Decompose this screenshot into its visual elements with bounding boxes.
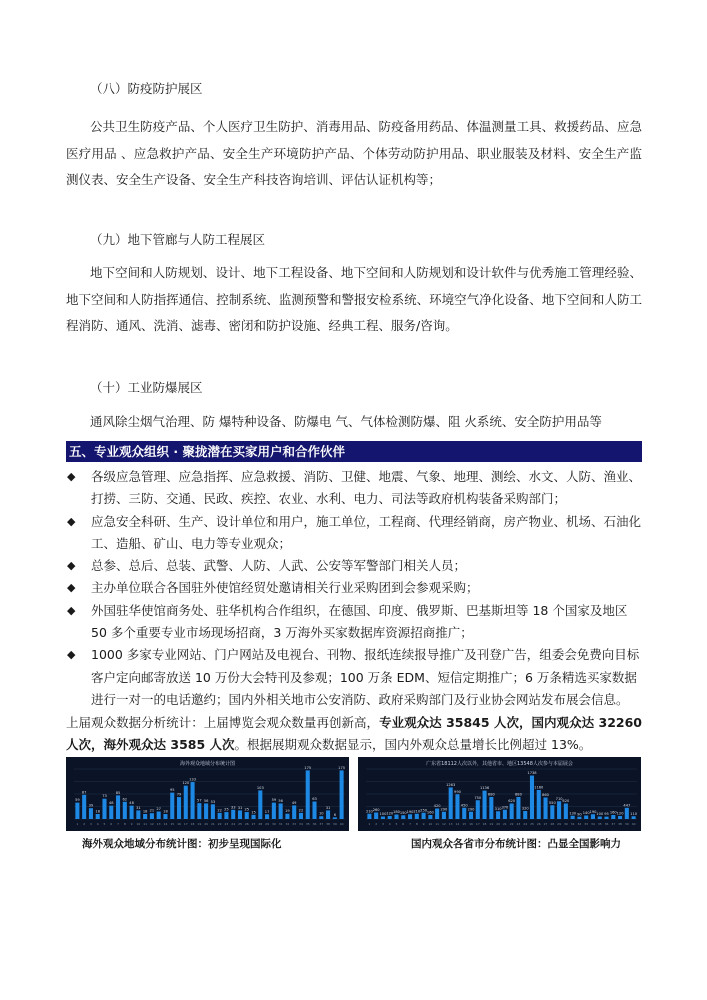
tick-label: 34 xyxy=(299,822,303,826)
chart-bar xyxy=(591,814,595,819)
chart-title: 广东省18112人次以外，其他省市、地区13548人次参与本届展会 xyxy=(426,761,573,767)
chart-bar xyxy=(191,782,195,819)
tick-label: 9 xyxy=(130,822,133,826)
chart-bar xyxy=(96,814,100,819)
data-label: 1136 xyxy=(479,786,490,791)
tick-label: 4 xyxy=(388,822,391,826)
data-label: 1160 xyxy=(534,785,544,790)
chart-bar xyxy=(489,797,493,819)
tick-label: 37 xyxy=(611,822,616,826)
data-label: 160 xyxy=(426,810,434,815)
chart-bar xyxy=(116,795,120,819)
tick-label: 18 xyxy=(190,822,195,826)
chart-bar xyxy=(618,816,622,819)
data-label: 250 xyxy=(420,808,428,813)
data-label: 100 xyxy=(596,812,604,816)
subsection-heading-10: （十）工业防爆展区 xyxy=(90,380,203,395)
data-label: 18 xyxy=(95,809,101,814)
data-label: 310 xyxy=(494,806,502,811)
data-label: 120 xyxy=(616,811,624,816)
chart-bar xyxy=(577,817,581,819)
list-item: ◆ 1000 多家专业网站、门户网站及电视台、刊物、报纸连续报导推广及刊登广告，组委会免费向目标客户定向邮寄放送 10 万份大会特刊及参观；100 万条 EDM、短信定期推广；6 万条精选买家数据进行一对一的电话邀约；国内外相关地市公安消防、政府采购部门及行业协会网站发布展会信息。 xyxy=(66,644,646,711)
chart-bar xyxy=(252,815,256,819)
tick-label: 16 xyxy=(469,822,473,826)
tick-label: 2 xyxy=(375,822,378,826)
chart-bar xyxy=(530,776,534,819)
tick-label: 1 xyxy=(76,822,79,826)
tick-label: 25 xyxy=(238,822,242,826)
chart-bar xyxy=(367,814,371,819)
tick-label: 38 xyxy=(326,822,330,826)
chart-bar xyxy=(523,811,527,819)
data-label: 210 xyxy=(413,809,421,814)
chart-bar xyxy=(102,799,106,819)
tick-label: 31 xyxy=(570,822,575,826)
chart-bar xyxy=(455,794,459,819)
tick-label: 13 xyxy=(448,822,453,826)
data-label: 18 xyxy=(142,809,148,814)
tick-label: 28 xyxy=(258,822,263,826)
data-label: 6 xyxy=(333,812,336,817)
diamond-bullet-icon: ◆ xyxy=(67,581,76,595)
overseas-chart-caption: 海外观众地域分布统计图：初步呈现国际化 xyxy=(82,838,282,850)
chart-bar xyxy=(415,814,419,819)
data-label: 25 xyxy=(224,807,229,812)
data-label: 175 xyxy=(338,765,346,770)
tick-label: 17 xyxy=(475,822,480,826)
chart-bar xyxy=(204,803,208,819)
data-label: 150 xyxy=(399,810,407,815)
tick-label: 23 xyxy=(224,822,229,826)
subsection-text-9: 地下空间和人防规划、设计、地下工程设备、地下空间和人防规划和设计软件与优秀施工管理经验、地下空间和人防指挥通信、控制系统、监测预警和警报安检系统、环境空气净化设备、地下空间和人防工程消防、通风、洗消、滤毒、密闭和防护设施、经典工程、服务/咨询。 xyxy=(66,265,642,333)
domestic-visitor-chart xyxy=(358,757,641,831)
tick-label: 19 xyxy=(489,822,494,826)
tick-label: 14 xyxy=(163,822,168,826)
diamond-bullet-icon: ◆ xyxy=(67,470,76,483)
overseas-chart-svg xyxy=(66,757,349,831)
data-label: 31 xyxy=(136,805,141,810)
tick-label: 8 xyxy=(415,822,418,826)
chart-bar xyxy=(381,817,385,820)
chart-bar xyxy=(75,803,79,819)
tick-label: 39 xyxy=(332,822,337,826)
subsection-heading-8: （八）防疫防护展区 xyxy=(90,81,203,96)
tick-label: 36 xyxy=(604,822,609,826)
chart-bar xyxy=(510,804,514,820)
tick-label: 12 xyxy=(441,822,446,826)
data-label: 53 xyxy=(210,799,216,804)
data-label: 48 xyxy=(129,801,134,806)
chart-bar xyxy=(279,803,283,819)
tick-label: 5 xyxy=(103,822,106,826)
chart-bar xyxy=(408,814,412,819)
chart-bar xyxy=(584,816,588,820)
data-label: 120 xyxy=(386,811,394,816)
chart-bar xyxy=(550,805,554,819)
chart-bar xyxy=(340,770,344,819)
tick-label: 21 xyxy=(210,822,215,826)
data-label: 31 xyxy=(237,805,243,810)
list-item: ◆ 各级应急管理、应急指挥、应急救援、消防、卫健、地震、气象、地理、测绘、水文、人防、渔业、打捞、三防、交通、民政、疾控、农业、水利、电力、司法等政府机构装备采购部门； xyxy=(66,466,646,511)
data-label: 33 xyxy=(230,805,236,810)
chart-bar xyxy=(564,804,568,820)
chart-bar xyxy=(496,811,500,819)
data-label: 57 xyxy=(197,798,202,803)
tick-label: 26 xyxy=(536,822,541,826)
tick-label: 15 xyxy=(462,822,467,826)
chart-bar xyxy=(333,817,337,819)
tick-label: 33 xyxy=(584,822,589,826)
data-label: 48 xyxy=(108,801,114,806)
data-label: 710 xyxy=(555,796,563,801)
tick-label: 29 xyxy=(265,822,270,826)
chart-bar xyxy=(319,816,323,819)
data-label: 25 xyxy=(244,807,250,812)
list-item: ◆ 主办单位联合各国驻外使馆经贸处邀请相关行业采购团到会参观采购； xyxy=(66,577,646,599)
data-label: 290 xyxy=(440,807,448,812)
data-label: 18 xyxy=(163,809,168,814)
tick-label: 40 xyxy=(631,822,636,826)
chart-bar xyxy=(245,812,249,819)
data-label: 31 xyxy=(325,805,331,810)
data-label: 450 xyxy=(460,803,468,808)
subsection-text-8: 公共卫生防疫产品、个人医疗卫生防护、消毒用品、防疫备用药品、体温测量工具、救援药品、应急医疗用品 、应急救护产品、安全生产环境防护产品、个体劳动防护用品、职业服装及材料、安全生产监测仪表、安全生产设备、安全生产科技咨询培训、评估认证机构等； xyxy=(66,119,642,187)
diamond-bullet-icon: ◆ xyxy=(67,514,76,528)
chart-bar xyxy=(258,790,262,819)
data-label: 550 xyxy=(548,800,556,805)
data-label: 620 xyxy=(508,799,516,803)
data-label: 100 xyxy=(379,812,387,816)
chart-bar xyxy=(557,801,561,819)
tick-label: 32 xyxy=(577,822,582,826)
chart-bar xyxy=(537,790,541,819)
tick-label: 39 xyxy=(624,822,629,826)
data-label: 27 xyxy=(156,807,161,811)
tick-label: 22 xyxy=(217,822,222,826)
tick-label: 28 xyxy=(550,822,555,826)
overseas-visitors-count: 海外观众达 3585 人次 xyxy=(103,737,235,752)
chart-bar xyxy=(598,817,602,820)
tick-label: 22 xyxy=(509,822,514,826)
chart-bar xyxy=(462,808,466,819)
chart-bar xyxy=(394,815,398,820)
data-label: 49 xyxy=(291,800,297,805)
data-label: 190 xyxy=(406,809,414,814)
tick-label: 37 xyxy=(319,822,324,826)
section-5-title-bar: 五、专业观众组织 · 聚拢潜在买家用户和合作伙伴 xyxy=(66,441,642,462)
chart-bar xyxy=(163,814,167,819)
tick-label: 12 xyxy=(149,822,154,826)
data-label: 1263 xyxy=(446,782,456,787)
chart-title: 海外观众地域分布统计图 xyxy=(179,761,236,767)
chart-bar xyxy=(150,813,154,819)
chart-bar xyxy=(422,813,426,819)
chart-bar xyxy=(503,810,507,819)
tick-label: 20 xyxy=(496,822,501,826)
tick-label: 3 xyxy=(89,822,92,826)
data-label: 290 xyxy=(467,807,475,812)
chart-bar xyxy=(272,803,276,819)
domestic-visitors-count: 国内观众达 32260 人次 xyxy=(66,715,642,752)
chart-bar xyxy=(231,810,235,819)
tick-label: 32 xyxy=(285,822,290,826)
data-label: 420 xyxy=(433,804,441,808)
data-label: 160 xyxy=(609,810,617,815)
data-label: 73 xyxy=(102,794,107,799)
chart-bar xyxy=(211,804,215,819)
chart-bar xyxy=(136,810,140,819)
professional-visitors-count: 专业观众达 35845 人次 xyxy=(379,715,519,730)
tick-label: 6 xyxy=(110,822,113,826)
chart-bar xyxy=(109,806,113,819)
tick-label: 5 xyxy=(395,822,398,826)
chart-bar xyxy=(374,813,378,820)
tick-label: 30 xyxy=(271,822,276,826)
domestic-chart-caption: 国内观众各省市分布统计图：凸显全国影响力 xyxy=(411,838,621,850)
data-label: 22 xyxy=(217,808,222,813)
tick-label: 11 xyxy=(143,822,148,826)
data-label: 39 xyxy=(88,803,94,808)
data-label: 175 xyxy=(304,765,312,770)
chart-bar xyxy=(442,812,446,819)
data-label: 620 xyxy=(562,799,570,803)
tick-label: 16 xyxy=(177,822,181,826)
chart-bar xyxy=(157,812,161,820)
chart-bar xyxy=(89,808,93,819)
diamond-bullet-icon: ◆ xyxy=(67,559,76,573)
data-label: 95 xyxy=(604,812,609,817)
tick-label: 1 xyxy=(368,822,371,826)
chart-bar xyxy=(544,798,548,820)
chart-bar xyxy=(611,815,615,819)
tick-label: 31 xyxy=(278,822,283,826)
data-label: 19 xyxy=(285,809,290,814)
tick-label: 7 xyxy=(409,822,411,826)
data-label: 79 xyxy=(176,792,182,797)
tick-label: 3 xyxy=(381,822,384,826)
tick-label: 27 xyxy=(543,822,548,826)
tick-label: 11 xyxy=(435,822,440,826)
tick-label: 23 xyxy=(516,822,521,826)
chart-bar xyxy=(170,793,174,819)
tick-label: 7 xyxy=(117,822,119,826)
chart-bar xyxy=(428,815,432,819)
data-label: 210 xyxy=(365,809,373,814)
tick-label: 24 xyxy=(523,822,528,826)
chart-bar xyxy=(625,808,629,819)
chart-bar xyxy=(299,813,303,819)
tick-label: 27 xyxy=(251,822,256,826)
chart-bar xyxy=(326,810,330,819)
chart-bar xyxy=(265,814,269,819)
tick-label: 30 xyxy=(563,822,568,826)
data-label: 56 xyxy=(278,798,283,803)
chart-bar xyxy=(285,814,289,819)
data-label: 21 xyxy=(149,808,155,813)
chart-bar xyxy=(435,809,439,820)
list-item: ◆ 外国驻华使馆商务处、驻华机构合作组织，在德国、印度、俄罗斯、巴基斯坦等 18 个国家及地区 50 多个重要专业市场现场招商，3 万海外买家数据库资源招商推广； xyxy=(66,600,646,645)
data-label: 85 xyxy=(115,790,121,795)
data-label: 59 xyxy=(75,798,80,803)
tick-label: 14 xyxy=(455,822,460,826)
chart-bar xyxy=(449,787,453,819)
chart-bar xyxy=(571,816,575,819)
tick-label: 35 xyxy=(305,822,310,826)
list-item: ◆ 总参、总后、总装、武警、人防、人武、公安等军警部门相关人员； xyxy=(66,555,646,577)
tick-label: 13 xyxy=(156,822,161,826)
chart-bar xyxy=(483,791,487,819)
chart-bar xyxy=(604,817,608,819)
tick-label: 29 xyxy=(557,822,562,826)
data-label: 140 xyxy=(582,811,590,815)
data-label: 190 xyxy=(589,809,597,814)
chart-bar xyxy=(184,786,188,819)
chart-bar xyxy=(224,812,228,819)
chart-bar xyxy=(238,810,242,819)
data-label: 260 xyxy=(372,808,380,812)
data-label: 90 xyxy=(577,812,582,817)
chart-bar xyxy=(218,813,222,819)
visitor-statistics-summary: 上届观众数据分析统计：上届博览会观众数量再创新高，专业观众达 35845 人次，国内观众达 32260 人次，海外观众达 3585 人次。根据展期观众数据显示，国内外观众总量增长比例超过 13%。 xyxy=(66,715,642,752)
chart-bar xyxy=(292,805,296,819)
diamond-bullet-icon: ◆ xyxy=(67,603,76,617)
tick-label: 17 xyxy=(183,822,188,826)
data-label: 110 xyxy=(630,811,638,816)
data-label: 95 xyxy=(169,788,175,793)
tick-label: 20 xyxy=(204,822,209,826)
tick-label: 19 xyxy=(197,822,202,826)
data-label: 133 xyxy=(189,777,196,782)
subsection-heading-9: （九）地下管廊与人防工程展区 xyxy=(90,232,266,247)
chart-bar xyxy=(143,814,147,819)
data-label: 120 xyxy=(182,781,190,786)
data-label: 10 xyxy=(318,811,324,816)
data-label: 130 xyxy=(569,811,577,816)
chart-bar xyxy=(476,800,480,819)
tick-label: 40 xyxy=(339,822,344,826)
data-label: 990 xyxy=(454,789,461,794)
data-label: 320 xyxy=(521,806,529,811)
chart-bar xyxy=(516,797,520,819)
tick-label: 26 xyxy=(244,822,249,826)
chart-bar xyxy=(401,815,405,819)
data-label: 447 xyxy=(623,803,631,808)
tick-label: 25 xyxy=(530,822,534,826)
tick-label: 8 xyxy=(123,822,126,826)
data-label: 750 xyxy=(474,795,482,800)
data-label: 880 xyxy=(515,792,522,797)
tick-label: 34 xyxy=(591,822,595,826)
chart-bar xyxy=(388,816,392,819)
tick-label: 2 xyxy=(83,822,86,826)
tick-label: 6 xyxy=(402,822,405,826)
tick-label: 9 xyxy=(422,822,425,826)
tick-label: 4 xyxy=(96,822,99,826)
data-label: 63 xyxy=(312,797,317,801)
chart-bar xyxy=(177,797,181,819)
subsection-text-10: 通风除尘烟气治理、防 爆特种设备、防爆电 气、气体检测防爆、阻 火系统、安全防护用品等 xyxy=(90,414,602,429)
chart-bar xyxy=(306,770,310,819)
overseas-visitor-chart xyxy=(66,757,349,831)
data-label: 370 xyxy=(501,805,509,810)
data-label: 22 xyxy=(298,808,304,813)
tick-label: 15 xyxy=(170,822,175,826)
tick-label: 10 xyxy=(428,822,433,826)
data-label: 860 xyxy=(542,793,549,797)
tick-label: 38 xyxy=(618,822,622,826)
audience-bullet-list xyxy=(66,466,646,711)
list-item: ◆ 应急安全科研、生产、设计单位和用户，施工单位，工程商、代理经销商，房产物业、机场、石油化工、造船、矿山、电力等专业观众； xyxy=(66,511,646,556)
diamond-bullet-icon: ◆ xyxy=(67,648,76,662)
data-label: 17 xyxy=(264,809,270,814)
data-label: 103 xyxy=(256,785,264,790)
tick-label: 35 xyxy=(597,822,602,826)
data-label: 1738 xyxy=(527,771,537,776)
chart-bar xyxy=(469,812,473,819)
tick-label: 36 xyxy=(312,822,317,826)
data-label: 15 xyxy=(251,810,256,815)
data-label: 59 xyxy=(271,798,277,803)
tick-label: 33 xyxy=(292,822,297,826)
chart-bar xyxy=(197,803,201,819)
domestic-chart-svg xyxy=(358,757,641,831)
tick-label: 10 xyxy=(136,822,141,826)
chart-bar xyxy=(123,802,127,819)
chart-bar xyxy=(130,806,134,819)
data-label: 62 xyxy=(122,797,128,802)
data-label: 180 xyxy=(393,810,400,814)
tick-label: 18 xyxy=(482,822,487,826)
data-label: 56 xyxy=(203,798,209,803)
chart-bar xyxy=(82,795,86,819)
data-label: 880 xyxy=(487,792,495,797)
chart-bar xyxy=(312,802,316,820)
tick-label: 24 xyxy=(231,822,236,826)
chart-bar xyxy=(632,816,636,819)
data-label: 87 xyxy=(81,790,87,795)
tick-label: 21 xyxy=(502,822,507,826)
